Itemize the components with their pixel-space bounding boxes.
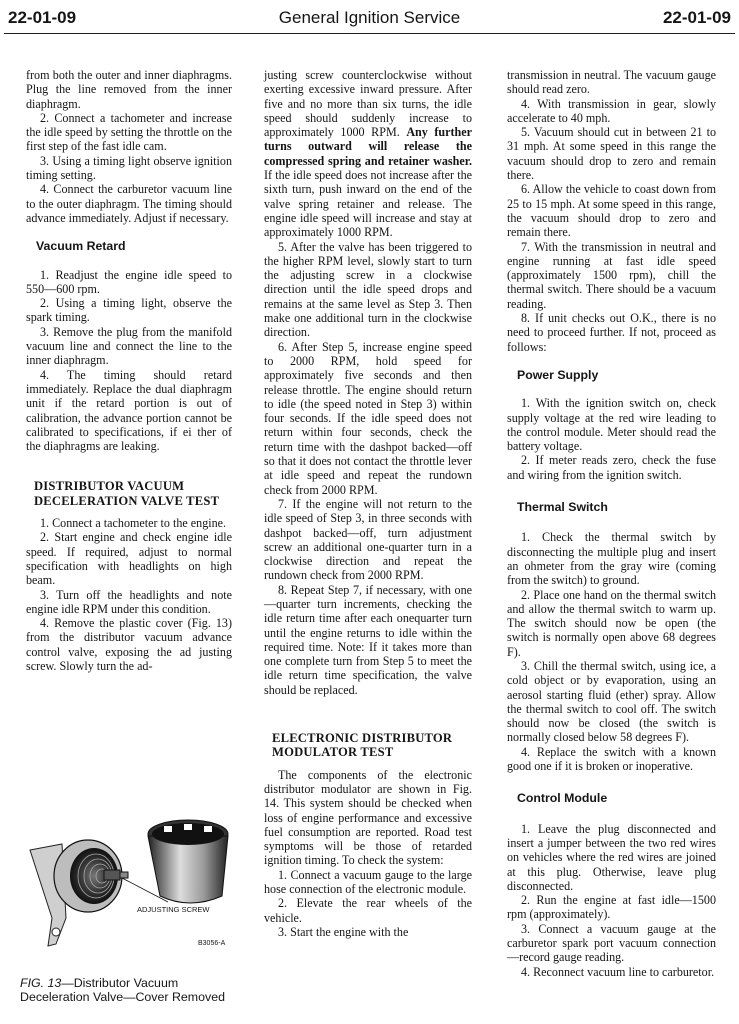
subheading-control-module: Control Module [517,791,608,806]
figure-number: B3056-A [198,940,226,947]
subheading-power-supply: Power Supply [517,367,599,382]
paragraph: 2. Place one hand on the thermal switch and allow the thermal switch to warm up. The switch should now be open (the switch is normally open above 68 degrees F). [507,587,716,659]
paragraph: 1. Connect a vacuum gauge to the large hose connection of the electronic module. [264,867,472,897]
paragraph: 4. Connect the carburetor vacuum line to the outer diaphragm. The timing should advance immediately. Adjust if necessary. [26,182,232,225]
paragraph: 5. After the valve has been triggered to the higher RPM level, slowly start to turn the adjusting screw in a clockwise direction until the idle speed drops and remains at the same level as Step 3. Then make one additional turn in the clockwise direction. [264,239,472,340]
paragraph: 3. Start the engine with the [278,924,409,939]
paragraph: 8. If unit checks out O.K., there is no need to proceed further. If not, proceed as follows: [507,311,716,354]
paragraph: justing screw counterclockwise without exerting excessive inward pressure. After five and no more than six turns, the idle speed should suddenly increase to approximately 1000 RPM. Any further turns outward will release the compressed spring and retainer washer. If the idle speed does not increase after the sixth turn, push inward on the end of the valve spring retainer and release. The engine idle speed will increase and stay at approximately 1000 RPM. [264,68,473,240]
paragraph: 1. With the ignition switch on, check supply voltage at the red wire leading to the control module. Meter should read the battery voltage. [507,396,716,454]
paragraph: 7. With the transmission in neutral and engine running at fast idle speed (approximately 1500 rpm), chill the thermal switch. There should be a vacuum reading. [507,239,716,311]
page-title: General Ignition Service [278,8,461,27]
paragraph: transmission in neutral. The vacuum gauge should read zero. [507,68,716,97]
page-number-right: 22-01-09 [662,8,731,27]
paragraph: 1. Connect a tachometer to the engine. [40,516,227,531]
paragraph: 1. Leave the plug disconnected and insert a jumper between the two red wires on vehicles where the red wires are joined at this plug. Otherwise, leave plug disconnected. [507,821,716,893]
paragraph: 4. The timing should retard immediately. Replace the dual diaphragm unit if the retard portion is out of calibration, the advance portion cannot be calibrated to specifications, if ei ther of the diaphragms are leaking. [26,367,232,454]
paragraph: 4. Reconnect vacuum line to carburetor. [521,964,715,979]
paragraph: 3. Turn off the headlights and note engine idle RPM under this condition. [26,587,232,616]
paragraph: 6. After Step 5, increase engine speed to 2000 RPM, hold speed for approximately five seconds and then release throttle. The engine should return to idle (the speed noted in Step 3) within four seconds. If the idle speed does not return within four seconds, check the return time with the dashpot backed—off so that it does not contact the throttle lever at idle speed and repeat the rundown check from 2000 RPM. [264,339,472,497]
paragraph: 4. Remove the plastic cover (Fig. 13) from the distributor vacuum advance control valve, exposing the ad justing screw. Slowly turn the ad- [26,616,232,673]
paragraph: 2. Using a timing light, observe the spark timing. [26,296,232,325]
page-number-left: 22-01-09 [8,8,77,27]
column-1 [26,68,232,673]
paragraph: 2. Run the engine at fast idle—1500 rpm (approximately). [507,893,716,922]
paragraph: 3. Chill the thermal switch, using ice, a cold object or by evaporation, using an aerosol starting fluid (ether) spray. Allow the thermal switch to cool off. The switch should now be closed (the switch is normally closed below 58 degrees F). [507,658,716,745]
paragraph: 3. Connect a vacuum gauge at the carburetor spark port vacuum connection—record gauge reading. [507,921,716,965]
header-rule [4,33,735,34]
column-2 [264,68,472,939]
page-header [0,0,739,34]
paragraph: from both the outer and inner diaphragms. Plug the line removed from the inner diaphragm. [26,68,232,111]
figure-caption: FIG. 13—Distributor Vacuum Deceleration Valve—Cover Removed [20,976,225,1004]
subheading-thermal-switch: Thermal Switch [517,500,608,515]
paragraph: 4. With transmission in gear, slowly accelerate to 40 mph. [507,96,716,125]
paragraph: 1. Readjust the engine idle speed to 550—600 rpm. [26,267,232,296]
paragraph: 2. Elevate the rear wheels of the vehicle. [264,896,472,925]
figure-label-adjusting-screw: ADJUSTING SCREW [137,905,210,914]
paragraph: 4. Replace the switch with a known good one if it is broken or inoperative. [507,744,716,774]
paragraph: 3. Remove the plug from the manifold vacuum line and connect the line to the inner diaphragm. [26,324,232,368]
subheading-vacuum-retard: Vacuum Retard [36,239,126,254]
paragraph: 6. Allow the vehicle to coast down from 25 to 15 mph. At some speed in this range, the vacuum should drop to zero and remain there. [507,182,716,240]
paragraph: 7. If the engine will not return to the idle speed of Step 3, in three seconds with dashpot backed—off, turn adjustment screw an additional one-quarter turn in a clockwise direction and repeat the rundown check from 2000 RPM. [264,496,472,583]
paragraph: 5. Vacuum should cut in between 21 to 31 mph. At some speed in this range the vacuum should drop to zero and remain there. [507,125,716,183]
paragraph: 3. Using a timing light observe ignition timing setting. [26,153,232,183]
section-heading-electronic-modulator: ELECTRONIC DISTRIBUTOR MODULATOR TEST [272,731,453,760]
paragraph: 2. Connect a tachometer and increase the idle speed by setting the throttle on the first step of the fast idle cam. [26,110,232,154]
paragraph: 2. Start engine and check engine idle speed. If required, adjust to normal specification with headlights on high beam. [26,530,232,588]
paragraph: The components of the electronic distributor modulator are shown in Fig. 14. This system should be checked when loss of engine performance and excessive fuel consumption are reported. Road test symptoms will be those of retarded ignition timing. To check the system: [264,767,472,868]
paragraph: 8. Repeat Step 7, if necessary, with one—quarter turn increments, checking the idle return time after each onequarter turn until the engine returns to idle within the required time. Note: If it takes more than one complete turn from Step 5 to meet the idle return time specification, the valve should be replaced. [264,582,472,697]
paragraph: 2. If meter reads zero, check the fuse and wiring from the ignition switch. [507,453,716,482]
paragraph: 1. Check the thermal switch by disconnecting the multiple plug and insert an ohmeter from the gray wire (coming from the switch) to ground. [507,530,716,588]
section-heading-distributor-vacuum: DISTRIBUTOR VACUUM DECELERATION VALVE TEST [34,479,220,508]
figure-13-valve-illustration [18,814,238,956]
column-3 [507,68,716,979]
